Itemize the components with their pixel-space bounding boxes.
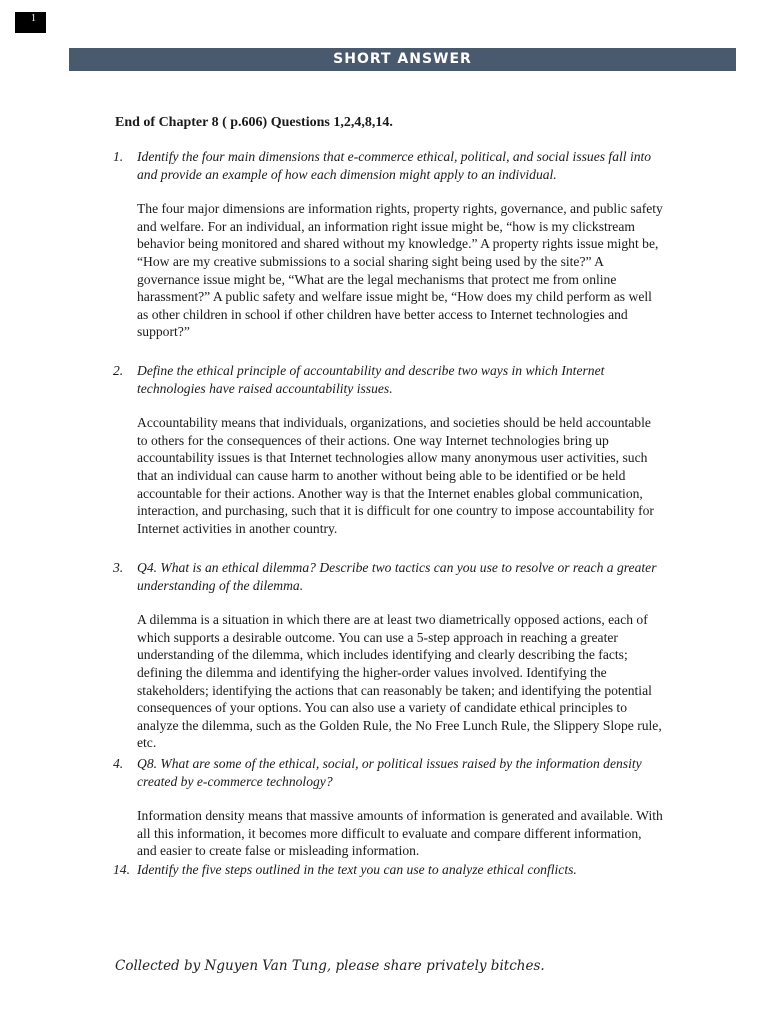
answer-text: The four major dimensions are information rights, property rights, governance, and public safety and welfare. For an individual, an information right issue might be, “how is my clickstream behavior being monitored and shared without my knowledge.” A property rights issue might be, “How are my creative submissions to a social sharing sight being used by the site?” A governance issue might be, “What are the legal mechanisms that protect me from online harassment?” A public safety and welfare issue might be, “How does my child perform as well as other children in school if other children have better access to Internet technologies and support?” [137,201,663,340]
question-text: Define the ethical principle of accountability and describe two ways in which Internet technologies have raised accountability issues. [137,363,605,396]
answer-text: Information density means that massive amounts of information is generated and available. With all this information, it becomes more difficult to evaluate and compare different information, and easier to create false or misleading information. [137,808,663,859]
question-number: 1. [113,149,124,164]
question-item-14 [113,861,663,879]
question-text: Q8. What are some of the ethical, social, or political issues raised by the information density created by e-commerce technology? [137,756,642,789]
question-item-2 [113,362,663,537]
question-item-4 [113,755,663,860]
section-header: SHORT ANSWER [69,48,736,71]
question-item-1 [113,148,663,341]
question-number: 2. [113,363,124,378]
question-text: Identify the five steps outlined in the text you can use to analyze ethical conflicts. [137,862,577,877]
question-item-3 [113,559,663,752]
footer-note: Collected by Nguyen Van Tung, please share privately bitches. [115,958,545,974]
question-number: 3. [113,560,124,575]
chapter-heading: End of Chapter 8 ( p.606) Questions 1,2,4,8,14. [115,115,393,130]
question-number: 4. [113,756,124,771]
question-number: 14. [113,862,130,877]
answer-text: Accountability means that individuals, organizations, and societies should be held accountable to others for the consequences of their actions. One way Internet technologies bring up accountability issues is that Internet technologies allow many anonymous user activities, such that an individual can cause harm to another without being able to be identified or be held accountable for their actions. Another way is that the Internet enables global communication, interaction, and purchasing, such that it is difficult for one country to impose accountability for Internet activities in another country. [137,415,654,536]
question-text: Identify the four main dimensions that e-commerce ethical, political, and social issues fall into and provide an example of how each dimension might apply to an individual. [137,149,652,182]
page-number-badge: 1 [15,12,46,33]
question-text: Q4. What is an ethical dilemma? Describe two tactics can you use to resolve or reach a greater understanding of the dilemma. [137,560,657,593]
answer-text: A dilemma is a situation in which there are at least two diametrically opposed actions, each of which supports a desirable outcome. You can use a 5-step approach in reaching a greater understanding of the dilemma, which includes identifying and clearly describing the facts; defining the dilemma and identifying the higher-order values involved. Identifying the stakeholders; identifying the actions that can reasonably be taken; and identifying the potential consequences of your options. You can also use a variety of candidate ethical principles to analyze the dilemma, such as the Golden Rule, the No Free Lunch Rule, the Slippery Slope rule, etc. [137,612,662,751]
